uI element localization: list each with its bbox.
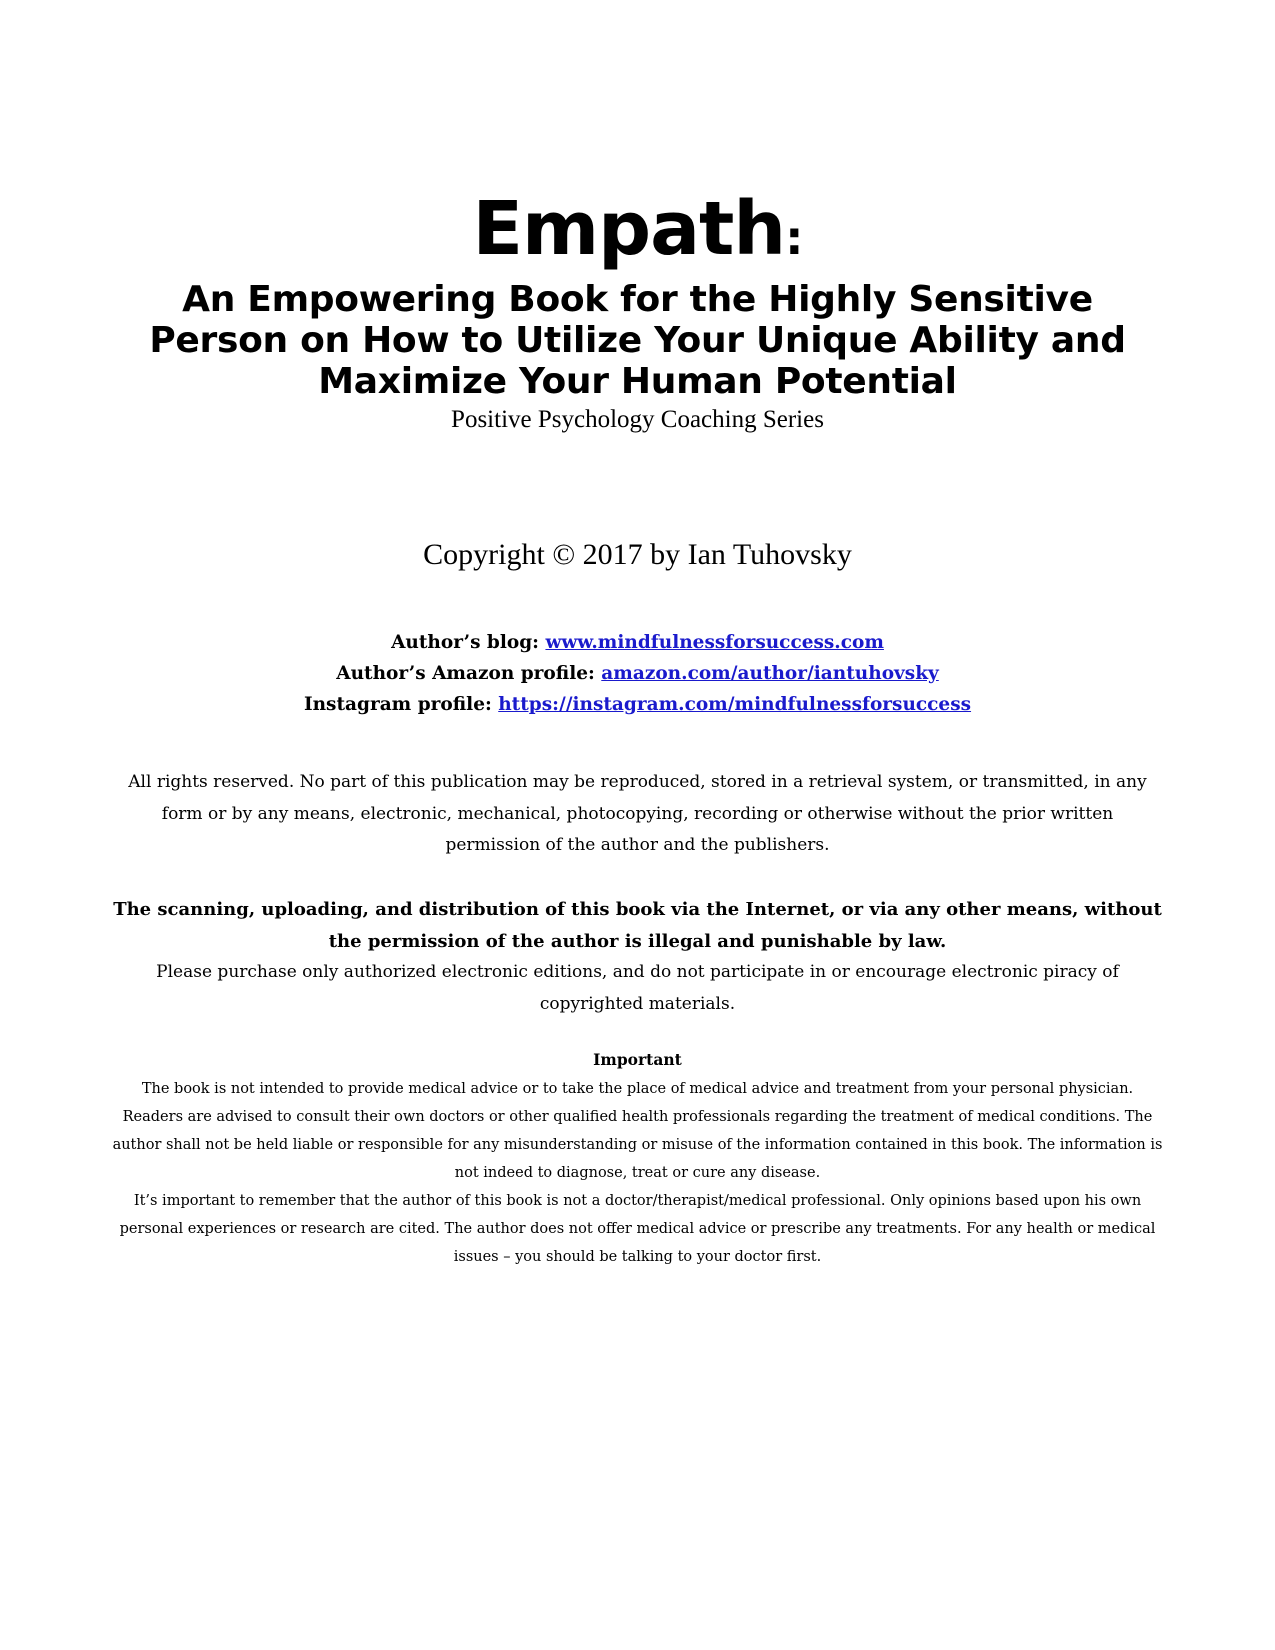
author-links — [0, 627, 1275, 720]
copyright-notice: Copyright © 2017 by Ian Tuhovsky — [423, 538, 852, 571]
title-colon: : — [785, 211, 803, 265]
instagram-link-row — [0, 689, 1275, 720]
book-subtitle — [128, 279, 1148, 402]
title-block — [0, 188, 1275, 436]
important-disclaimer — [112, 1075, 1163, 1271]
instagram-link[interactable]: https://instagram.com/mindfulnessforsuccess — [498, 694, 972, 715]
blog-link-row — [0, 627, 1275, 658]
disclaimer-paragraph-1: The book is not intended to provide medical advice or to take the place of medical advice and treatment from your personal physician. Readers are advised to consult their own doctors or other qualified health professionals regarding the treatment of medical conditions. The author shall not be held liable or responsible for any misunderstanding or misuse of the information contained in this book. The information is not indeed to diagnose, treat or cure any disease. — [112, 1081, 1163, 1181]
amazon-link-label: Author’s Amazon profile: — [336, 663, 602, 684]
amazon-link[interactable]: amazon.com/author/iantuhovsky — [601, 663, 939, 684]
subtitle-line-1: An Empowering Book for the Highly Sensitive — [182, 279, 1093, 320]
blog-link[interactable]: www.mindfulnessforsuccess.com — [545, 632, 884, 653]
instagram-link-label: Instagram profile: — [303, 694, 499, 715]
amazon-link-row — [0, 658, 1275, 689]
scanning-warning: The scanning, uploading, and distribution of this book via the Internet, or via any other means, without the permission of the author is illegal and punishable by law. — [113, 899, 1162, 952]
important-heading: Important — [593, 1050, 682, 1069]
purchase-request: Please purchase only authorized electronic editions, and do not participate in or encourage electronic piracy of copyrighted materials. — [156, 962, 1119, 1014]
subtitle-line-2: Person on How to Utilize Your Unique Ability and — [149, 320, 1126, 361]
subtitle-line-3: Maximize Your Human Potential — [318, 361, 957, 402]
series-name: Positive Psychology Coaching Series — [451, 406, 824, 433]
blog-link-label: Author’s blog: — [391, 632, 546, 653]
disclaimer-paragraph-2: It’s important to remember that the author of this book is not a doctor/therapist/medical professional. Only opinions based upon his own personal experiences or research are cited. The author does not offer medical advice or prescribe any treatments. For any health or medical issues – you should be talking to your doctor first. — [119, 1193, 1156, 1265]
book-title — [0, 188, 1275, 279]
book-title-text: Empath — [472, 186, 786, 272]
scanning-notice — [112, 894, 1163, 1020]
rights-reserved-paragraph: All rights reserved. No part of this publication may be reproduced, stored in a retrieval system, or transmitted, in any form or by any means, electronic, mechanical, photocopying, recording or otherwise without the prior written permission of the author and the publishers. — [128, 772, 1147, 855]
